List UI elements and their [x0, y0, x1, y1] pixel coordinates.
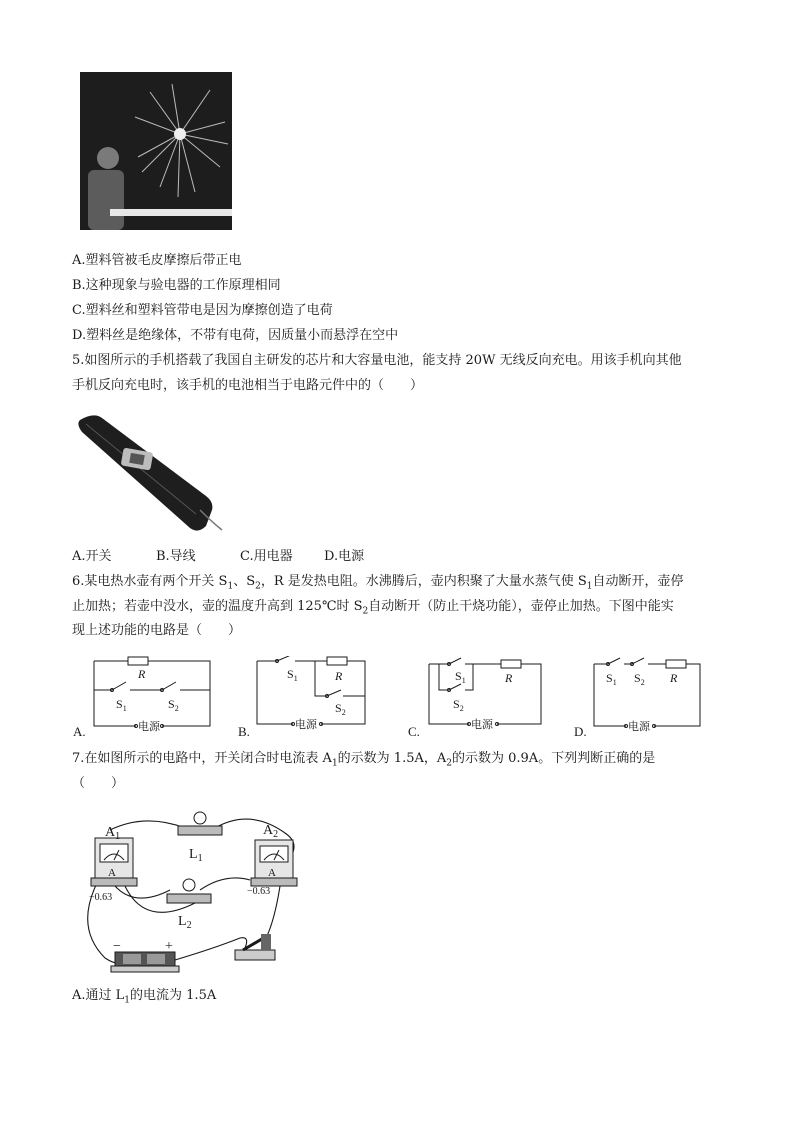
q7-option-a: A.通过 $L_1$的电流为 1.5A	[72, 988, 217, 1006]
svg-text:电源: 电源	[138, 721, 160, 733]
q4-option-c: C.塑料丝和塑料管带电是因为摩擦创造了电荷	[72, 303, 333, 318]
q6-circuit-b	[255, 656, 380, 740]
svg-text:S1: $S_1$	[287, 667, 298, 683]
q5-option-d: D.电源	[324, 549, 365, 564]
svg-text:R: R	[138, 667, 146, 681]
svg-text:−0.63: −0.63	[89, 892, 113, 903]
q6-option-d-label: D.	[574, 724, 587, 739]
svg-text:S2: $S_2$	[634, 671, 645, 687]
q5-stem-line2: 手机反向充电时，该手机的电池相当于电路元件中的（ ）	[72, 378, 424, 393]
q5-option-b: B.导线	[156, 549, 196, 564]
ammeter-a2-icon	[251, 840, 297, 886]
q6-stem-line1: 6.某电热水壶有两个开关 $S_1$、$S_2$，R 是发热电阻。水沸腾后，壶内积聚了大量水蒸气使 $S_1$自动断开，壶停	[72, 574, 684, 592]
svg-text:电源: 电源	[295, 719, 317, 731]
svg-text:S2: $S_2$	[335, 701, 346, 717]
svg-text:A1: $A_1$	[105, 825, 121, 842]
static-electricity-photo-illustration	[80, 72, 232, 230]
svg-text:R: R	[505, 671, 513, 685]
q6-option-c-label: C.	[408, 724, 420, 739]
svg-text:电源: 电源	[628, 721, 650, 733]
q5-option-c: C.用电器	[240, 549, 293, 564]
q6-option-a-label: A.	[73, 724, 86, 739]
q6-circuit-a	[90, 656, 215, 740]
svg-text:R: R	[670, 671, 678, 685]
svg-text:A2: $A_2$	[263, 823, 279, 840]
q5-stem-line1: 5.如图所示的手机搭载了我国自主研发的芯片和大容量电池，能支持 20W 无线反向充电。用该手机向其他	[72, 353, 682, 368]
bulb-l2-icon	[167, 879, 211, 903]
q5-option-a: A.开关	[72, 549, 112, 564]
svg-text:电源: 电源	[471, 719, 493, 731]
q4-option-d: D.塑料丝是绝缘体，不带有电荷，因质量小而悬浮在空中	[72, 328, 399, 343]
svg-text:S1: $S_1$	[606, 671, 617, 687]
svg-text:−: −	[113, 939, 121, 954]
q6-circuit-d	[590, 656, 715, 740]
svg-text:+: +	[165, 939, 173, 954]
q6-stem-line3: 现上述功能的电路是（ ）	[72, 623, 242, 638]
svg-text:S2: $S_2$	[168, 697, 179, 713]
q7-circuit-figure	[75, 808, 310, 984]
q4-option-b: B.这种现象与验电器的工作原理相同	[72, 278, 281, 293]
q6-stem-line2: 止加热；若壶中没水，壶的温度升高到 125℃时 $S_2$自动断开（防止干烧功能），壶停止加热。下图中能实	[72, 599, 674, 617]
q7-stem-line1: 7.在如图所示的电路中，开关闭合时电流表 $A_1$的示数为 1.5A，$A_2$的示数为 0.9A。下列判断正确的是	[72, 751, 656, 769]
bulb-l1-icon	[178, 812, 222, 835]
q5-options	[72, 548, 364, 566]
q5-phone-figure	[72, 410, 232, 539]
svg-text:L2: $L_2$	[178, 914, 192, 931]
svg-text:A: A	[108, 867, 116, 879]
q4-photo	[80, 72, 232, 230]
svg-text:R: R	[335, 669, 343, 683]
svg-text:A: A	[268, 867, 276, 879]
svg-text:S1: $S_1$	[455, 669, 466, 685]
q6-option-b-label: B.	[238, 724, 250, 739]
q4-option-a: A.塑料管被毛皮摩擦后带正电	[72, 253, 242, 268]
phone-icon	[72, 410, 232, 535]
svg-text:−0.63: −0.63	[247, 886, 271, 897]
q7-stem-line2: （ ）	[72, 776, 125, 791]
svg-text:S2: $S_2$	[453, 697, 464, 713]
battery-icon	[111, 952, 179, 972]
svg-text:S1: $S_1$	[116, 697, 127, 713]
svg-text:L1: $L_1$	[189, 847, 203, 864]
q6-circuit-c	[425, 656, 550, 740]
